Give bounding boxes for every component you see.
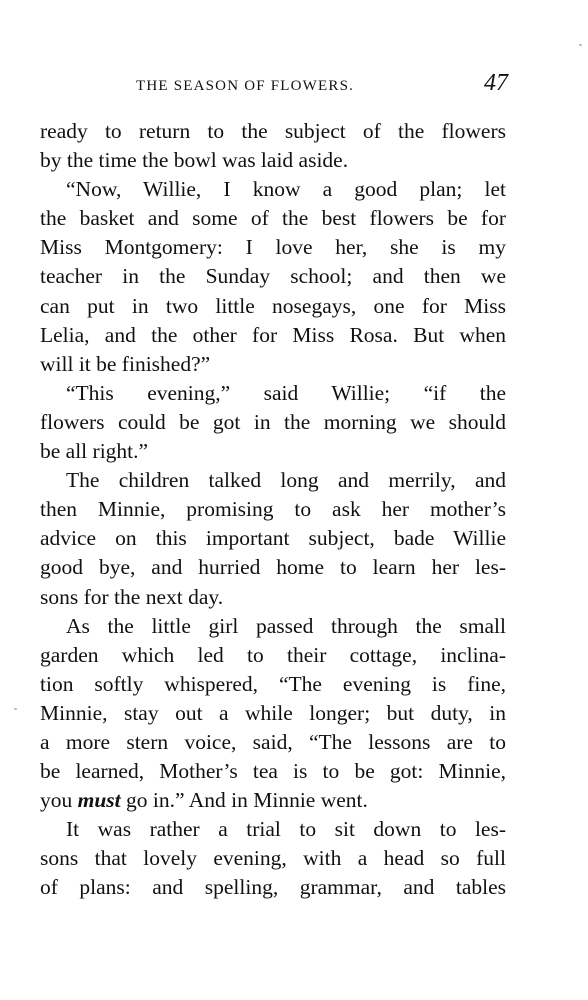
text-line: be learned, Mother’s tea is to be got: Minnie,	[40, 759, 506, 784]
text-line: advice on this important subject, bade Willie	[40, 526, 506, 551]
text-line: teacher in the Sunday school; and then we	[40, 264, 506, 289]
text-line: by the time the bowl was laid aside.	[40, 148, 349, 173]
text-line: sons for the next day.	[40, 584, 224, 609]
text-line: a more stern voice, said, “The lessons are to	[40, 729, 506, 754]
paper-speck	[14, 708, 17, 710]
emphasis-must: must	[77, 788, 121, 813]
text-line: will it be finished?”	[40, 351, 211, 376]
text-line: tion softly whispered, “The evening is fine,	[40, 671, 506, 696]
paper-speck	[579, 44, 582, 46]
text-line: good bye, and hurried home to learn her les-	[40, 555, 506, 580]
text-line: can put in two little nosegays, one for Miss	[40, 293, 506, 318]
text-line: flowers could be got in the morning we should	[40, 409, 506, 434]
text-line: “This evening,” said Willie; “if the	[66, 380, 506, 405]
page-number: 47	[484, 70, 508, 96]
running-title: THE SEASON OF FLOWERS.	[136, 78, 355, 94]
italic-line-after: go in.” And in Minnie went.	[120, 788, 368, 813]
text-line: Miss Montgomery: I love her, she is my	[40, 235, 506, 260]
text-line: “Now, Willie, I know a good plan; let	[66, 177, 506, 202]
text-line: sons that lovely evening, with a head so full	[40, 846, 506, 871]
text-line: garden which led to their cottage, inclina-	[40, 642, 506, 667]
text-line: Minnie, stay out a while longer; but duty, in	[40, 700, 506, 725]
text-line: the basket and some of the best flowers be for	[40, 206, 506, 231]
running-head	[40, 68, 510, 108]
text-line: then Minnie, promising to ask her mother’s	[40, 497, 506, 522]
text-line: The children talked long and merrily, and	[66, 468, 506, 493]
text-line: Lelia, and the other for Miss Rosa. But when	[40, 322, 506, 347]
text-line: of plans: and spelling, grammar, and tables	[40, 875, 506, 900]
text-line: As the little girl passed through the small	[66, 613, 506, 638]
text-line: It was rather a trial to sit down to les-	[66, 817, 506, 842]
italic-line-before: you	[40, 788, 78, 813]
text-line: ready to return to the subject of the flowers	[40, 119, 506, 143]
text-line: be all right.”	[40, 439, 149, 464]
body-text	[40, 117, 506, 903]
text-line-italic	[40, 786, 506, 815]
